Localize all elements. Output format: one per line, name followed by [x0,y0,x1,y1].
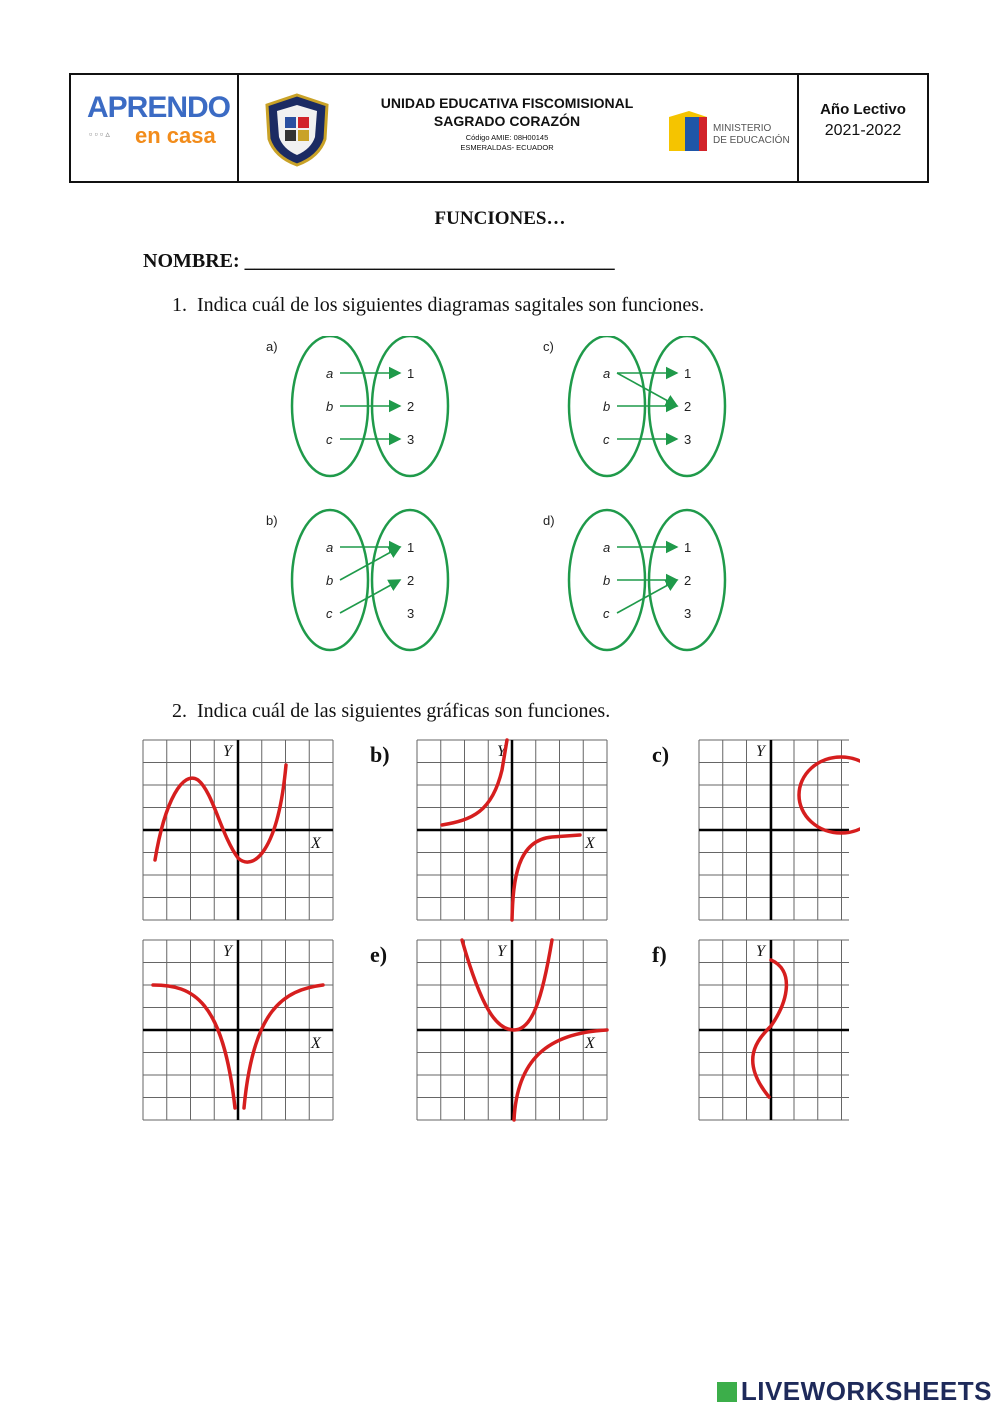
ministry-name-line2: DE EDUCACIÓN [713,135,790,146]
question-1 [172,294,704,317]
x-axis-label: X [585,1035,595,1052]
diagram-label: b) [266,513,278,528]
domain-element: a [603,540,611,555]
y-axis-label: Y [756,943,765,960]
question-1-text: Indica cuál de los siguientes diagramas sagitales son funciones. [197,294,705,316]
logo-aprendo-text: APRENDO [87,91,231,124]
y-axis-label: Y [223,743,232,760]
domain-element: a [326,366,334,381]
mapping-arrow [617,580,677,613]
x-axis-label: X [585,835,595,852]
domain-element: a [326,540,334,555]
domain-element: c [326,432,333,447]
domain-element: c [603,432,610,447]
question-2 [172,700,610,723]
y-axis-label: Y [497,943,506,960]
graph-panel-5 [370,940,607,1120]
domain-element: b [326,573,334,588]
x-axis-label: X [311,1035,321,1052]
graph-curve [753,960,787,1097]
diagram-label: d) [543,513,555,528]
graph-curve [155,765,286,862]
graph-panel-2 [370,740,607,920]
year-cell [797,75,929,181]
y-axis-label: Y [223,943,232,960]
liveworksheets-brand [717,1376,992,1407]
name-field [143,250,615,273]
sagittal-diagram-d [543,510,725,650]
graph-panel-1 [143,740,333,920]
domain-element: b [603,573,611,588]
range-element: 1 [407,540,415,555]
page-title: FUNCIONES… [434,208,566,229]
school-shield-icon [259,91,335,167]
range-element: 1 [684,366,692,381]
sagittal-diagrams [260,336,740,666]
domain-element: c [603,606,610,621]
range-element: 2 [684,399,692,414]
mapping-arrow [340,580,400,613]
graph-curve [512,835,580,920]
graph-panel-3 [652,740,860,920]
domain-element: a [603,366,611,381]
ministry-logo-icon [669,111,713,157]
range-element: 3 [407,606,415,621]
sagittal-diagram-a [266,336,448,476]
mapping-arrow [340,547,400,580]
logo-encasa-text: en casa [135,123,216,148]
domain-element: b [603,399,611,414]
range-element: 2 [684,573,692,588]
graph-curve [799,757,860,833]
graph-label: f) [652,942,667,967]
ministry-name-line1: MINISTERIO [713,123,772,134]
amie-code: Código AMIE: 08H00145 [465,133,549,142]
sagittal-diagram-b [266,510,448,650]
name-label: NOMBRE: [143,250,240,272]
range-element: 2 [407,573,415,588]
y-axis-label: Y [756,743,765,760]
range-element: 1 [407,366,415,381]
range-element: 3 [684,432,692,447]
mapping-arrow [617,373,677,406]
school-name-line2: SAGRADO CORAZÓN [433,113,581,129]
function-graphs [130,735,860,1130]
graph-label: e) [370,942,388,967]
footer-brand-text: LIVEWORKSHEETS [740,1376,992,1406]
question-1-number: 1. [172,294,187,316]
school-name-line1: UNIDAD EDUCATIVA FISCOMISIONAL [380,95,634,111]
question-2-text: Indica cuál de las siguientes gráficas son funciones. [197,700,611,722]
school-cell [237,75,799,181]
graph-label: b) [370,742,390,767]
school-location: ESMERALDAS- ECUADOR [460,143,554,152]
liveworksheets-logo-icon [717,1382,737,1402]
range-element: 3 [407,432,415,447]
range-element: 2 [407,399,415,414]
year-label: Año Lectivo [820,101,906,118]
y-axis-label: Y [497,743,506,760]
logo-dots: ▫ ▫ ▫ ▵ [89,129,110,139]
x-axis-label: X [311,835,321,852]
domain-element: b [326,399,334,414]
graph-curve [153,985,235,1108]
range-element: 1 [684,540,692,555]
graph-panel-4 [143,940,333,1120]
sagittal-diagram-c [543,336,725,476]
question-2-number: 2. [172,700,187,722]
aprendo-en-casa-logo [71,75,239,181]
diagram-label: c) [543,339,554,354]
graph-label: c) [652,742,670,767]
domain-element: c [326,606,333,621]
year-value: 2021-2022 [824,122,902,139]
header-table [69,73,929,183]
name-blank-line: _____________________________________ [244,250,615,272]
graph-panel-6 [652,940,849,1120]
range-element: 3 [684,606,692,621]
diagram-label: a) [266,339,278,354]
